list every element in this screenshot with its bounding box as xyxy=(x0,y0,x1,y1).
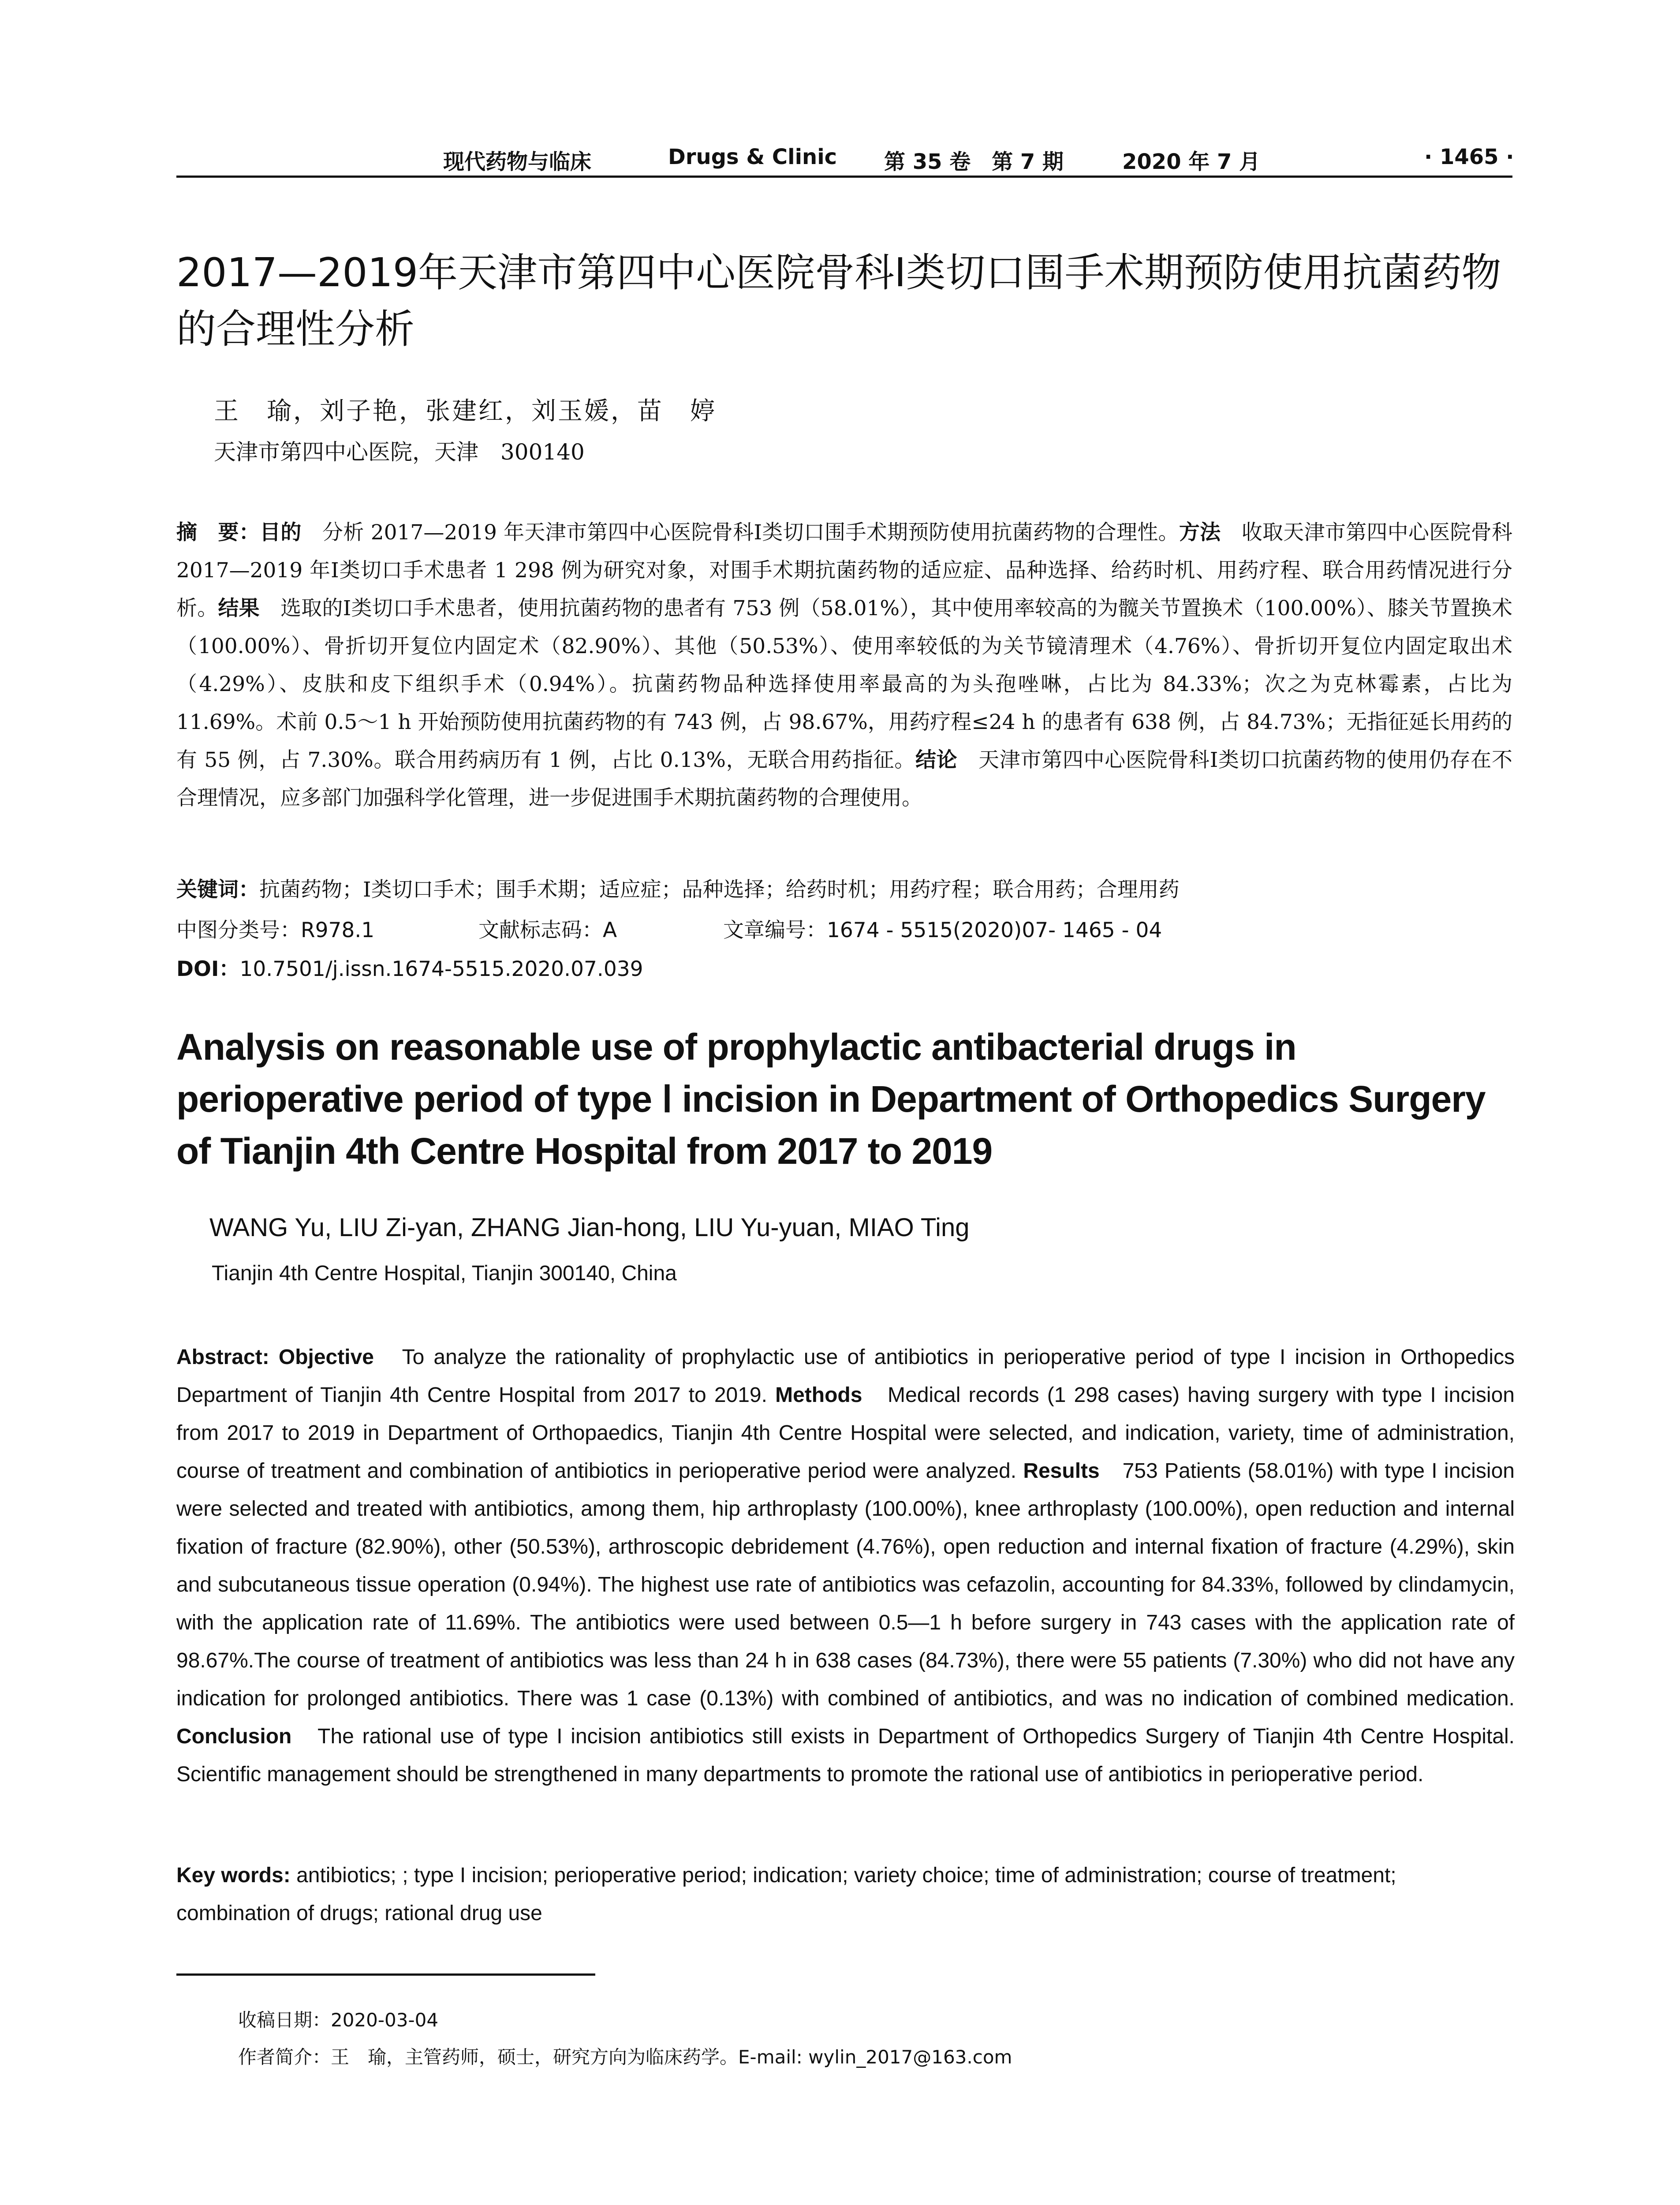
article-number: 文章编号：1674 - 5515(2020)07- 1465 - 04 xyxy=(723,918,1162,942)
objective-en-label: Objective xyxy=(278,1345,374,1369)
clc-number: 中图分类号：R978.1 xyxy=(176,918,375,942)
author-bio: 作者简介：王 瑜，主管药师，硕士，研究方向为临床药学。E-mail: wylin_2017@163.com xyxy=(238,2046,1012,2068)
results-en: 753 Patients (58.01%) with type I incision were selected and treated with antibiotics, among them, hip arthroplasty (100.00%), knee arthroplasty (100.00%), open reduction and internal fixation of fracture (82.90%), other (50.53%), arthroscopic debridement (4.76%), open reduction and internal fixation of fracture (4.29%), skin and subcutaneous tissue operation (0.94%). The highest use rate of antibiotics was cefazolin, accounting for 84.33%, followed by clindamycin, with the application rate of 11.69%. The antibiotics were used between 0.5—1 h before surgery in 743 cases with the application rate of 98.67%.The course of treatment of antibiotics was less than 24 h in 638 cases (84.73%), there were 55 patients (7.30%) who did not have any indication for prolonged antibiotics. There was 1 case (0.13%) with combined of antibiotics, and was no indication of combined medication. xyxy=(176,1459,1515,1710)
authors-cn: 王 瑜，刘子艳，张建红，刘玉媛，苗 婷 xyxy=(214,397,717,426)
objective-cn-label: 目的 xyxy=(260,520,302,545)
title-cn: 2017—2019年天津市第四中心医院骨科Ⅰ类切口围手术期预防使用抗菌药物的合理性分析 xyxy=(176,250,1501,352)
conclusion-cn-label: 结论 xyxy=(915,748,958,772)
keywords-cn-text: 抗菌药物；Ⅰ类切口手术；围手术期；适应症；品种选择；给药时机；用药疗程；联合用药；合理用药 xyxy=(259,878,1180,902)
abstract-cn xyxy=(176,514,1512,817)
abstract-en-label: Abstract: xyxy=(176,1345,269,1369)
methods-cn-label: 方法 xyxy=(1179,520,1221,545)
volume-issue: 第 35 卷 第 7 期 xyxy=(884,149,1064,174)
received-date: 收稿日期：2020-03-04 xyxy=(238,2009,439,2031)
methods-en-label: Methods xyxy=(775,1383,862,1407)
document-code: 文献标志码：A xyxy=(478,918,617,942)
affiliation-en: Tianjin 4th Centre Hospital, Tianjin 300140, China xyxy=(212,1262,677,1285)
conclusion-en: The rational use of type I incision antibiotics still exists in Department of Orthopedics Surgery of Tianjin 4th Centre Hospital. Scientific management should be strengthened in many departments to promote the rational use of antibiotics in perioperative period. xyxy=(176,1725,1515,1786)
issue-date: 2020 年 7 月 xyxy=(1122,149,1261,174)
results-cn: 选取的Ⅰ类切口手术患者，使用抗菌药物的患者有 753 例（58.01%），其中使用率较高的为髋关节置换术（100.00%）、膝关节置换术（100.00%）、骨折切开复位内固定术（82.90%）、其他（50.53%）、使用率较低的为关节镜清理术（4.76%）、骨折切开复位内固定取出术（4.29%）、皮肤和皮下组织手术（0.94%）。抗菌药物品种选择使用率最高的为头孢唑啉，占比为 84.33%；次之为克林霉素，占比为 11.69%。术前 0.5～1 h 开始预防使用抗菌药物的有 743 例，占 98.67%，用药疗程≤24 h 的患者有 638 例，占 84.73%；无指征延长用药的有 55 例，占 7.30%。联合用药病历有 1 例，占比 0.13%，无联合用药指征。 xyxy=(176,596,1513,772)
abstract-cn-label: 摘 要： xyxy=(176,520,260,545)
running-header xyxy=(176,140,1512,178)
authors-en: WANG Yu, LIU Zi-yan, ZHANG Jian-hong, LIU Yu-yuan, MIAO Ting xyxy=(209,1213,970,1242)
journal-name-cn: 现代药物与临床 xyxy=(443,149,592,174)
methods-en: Medical records (1 298 cases) having surgery with type I incision from 2017 to 2019 in Department of Orthopaedics, Tianjin 4th Centre Hospital were selected, and indication, variety, time of administration, course of treatment and combination of antibiotics in perioperative period were analyzed. xyxy=(176,1383,1515,1483)
title-en: Analysis on reasonable use of prophylactic antibacterial drugs in perioperative period of type Ⅰ incision in Department of Orthopedics Surgery of Tianjin 4th Centre Hospital from 2017 to 2019 xyxy=(176,1026,1486,1172)
objective-cn: 分析 2017—2019 年天津市第四中心医院骨科Ⅰ类切口围手术期预防使用抗菌药物的合理性。 xyxy=(301,520,1179,545)
results-en-label: Results xyxy=(1023,1459,1100,1483)
doi-value: 10.7501/j.issn.1674-5515.2020.07.039 xyxy=(239,957,643,981)
conclusion-en-label: Conclusion xyxy=(176,1725,292,1748)
keywords-en-text: antibiotics; ; type I incision; perioperative period; indication; variety choice; time of administration; course of treatment; combination of drugs; rational drug use xyxy=(176,1864,1396,1925)
keywords-en xyxy=(176,1857,1515,1932)
doi-label: DOI： xyxy=(176,957,240,981)
affiliation-cn: 天津市第四中心医院，天津 300140 xyxy=(214,439,585,465)
doi xyxy=(176,953,643,982)
journal-name-en: Drugs & Clinic xyxy=(668,145,837,169)
conclusion-cn: 天津市第四中心医院骨科Ⅰ类切口抗菌药物的使用仍存在不合理情况，应多部门加强科学化管理，进一步促进围手术期抗菌药物的合理使用。 xyxy=(176,748,1513,810)
abstract-en xyxy=(176,1338,1515,1794)
keywords-cn-label: 关键词： xyxy=(176,878,259,902)
objective-en: To analyze the rationality of prophylactic use of antibiotics in perioperative period of type I incision in Orthopedics Department of Tianjin 4th Centre Hospital from 2017 to 2019. xyxy=(176,1345,1515,1407)
methods-cn: 收取天津市第四中心医院骨科 2017—2019 年Ⅰ类切口手术患者 1 298 例为研究对象，对围手术期抗菌药物的适应症、品种选择、给药时机、用药疗程、联合用药情况进行分析。 xyxy=(176,520,1513,620)
keywords-cn xyxy=(176,873,1512,903)
footnote-divider xyxy=(176,1973,595,1976)
page-number: · 1465 · xyxy=(1424,145,1514,169)
keywords-en-label: Key words: xyxy=(176,1864,291,1887)
results-cn-label: 结果 xyxy=(218,596,260,620)
